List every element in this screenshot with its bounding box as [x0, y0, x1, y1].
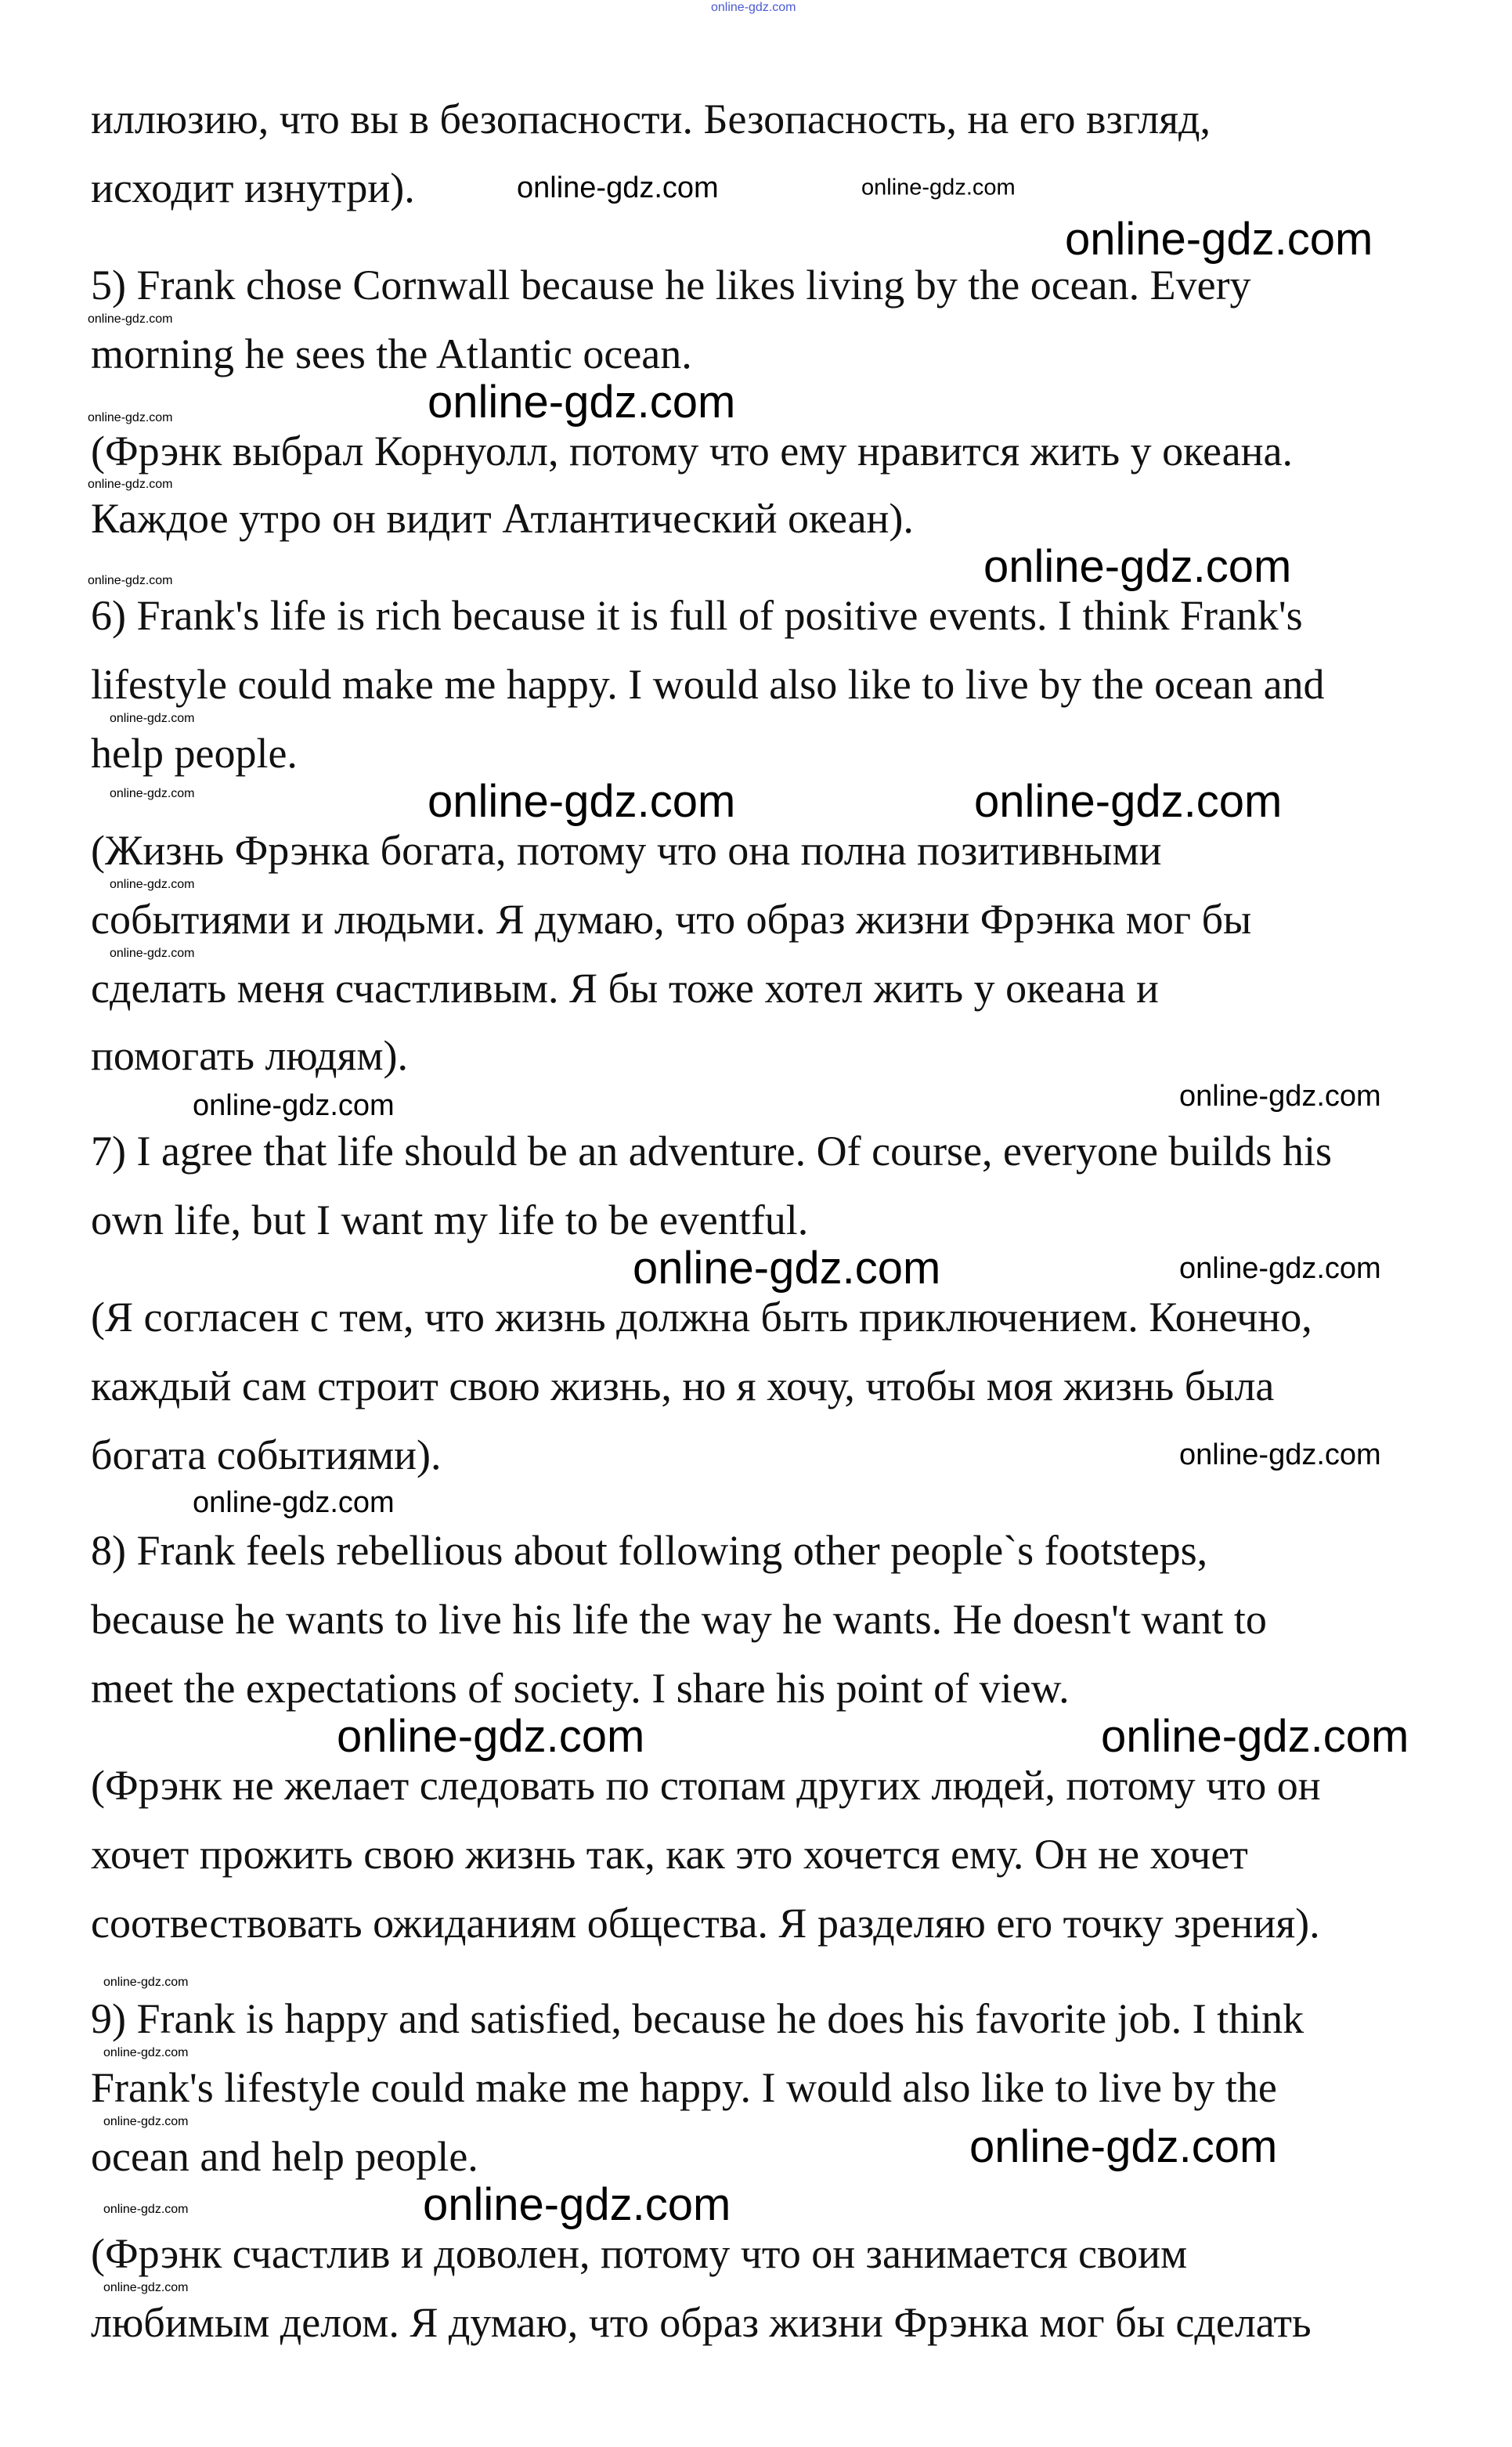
text-line: (Жизнь Фрэнка богата, потому что она полна позитивными [91, 827, 1162, 874]
watermark: online-gdz.com [423, 2179, 731, 2230]
text-line: ocean and help people. [91, 2133, 478, 2180]
text-line: morning he sees the Atlantic ocean. [91, 330, 692, 377]
watermark: online-gdz.com [193, 1486, 395, 1519]
watermark: online-gdz.com [969, 2121, 1278, 2172]
watermark: online-gdz.com [1065, 214, 1373, 265]
watermark: online-gdz.com [428, 377, 736, 428]
watermark: online-gdz.com [88, 478, 173, 491]
watermark: online-gdz.com [1101, 1711, 1409, 1762]
watermark: online-gdz.com [103, 2115, 189, 2128]
text-line: событиями и людьми. Я думаю, что образ жизни Фрэнка мог бы [91, 896, 1252, 943]
watermark: online-gdz.com [103, 2281, 189, 2294]
text-line: Каждое утро он видит Атлантический океан). [91, 495, 914, 542]
watermark: online-gdz.com [974, 776, 1283, 827]
text-line: иллюзию, что вы в безопасности. Безопасность, на его взгляд, [91, 96, 1211, 143]
watermark: online-gdz.com [110, 712, 195, 725]
text-line: (Я согласен с тем, что жизнь должна быть приключением. Конечно, [91, 1294, 1312, 1341]
text-line: помогать людям). [91, 1032, 408, 1079]
watermark: online-gdz.com [110, 878, 195, 891]
watermark: online-gdz.com [88, 312, 173, 326]
watermark: online-gdz.com [88, 411, 173, 424]
watermark: online-gdz.com [428, 776, 736, 827]
text-line: meet the expectations of society. I share his point of view. [91, 1665, 1070, 1712]
text-line: 5) Frank chose Cornwall because he likes living by the ocean. Every [91, 262, 1251, 309]
text-line: lifestyle could make me happy. I would also like to live by the ocean and [91, 661, 1325, 708]
text-line: because he wants to live his life the way he wants. He doesn't want to [91, 1596, 1267, 1643]
text-line: сделать меня счастливым. Я бы тоже хотел жить у океана и [91, 965, 1159, 1012]
text-line: Frank's lifestyle could make me happy. I would also like to live by the [91, 2064, 1277, 2111]
watermark: online-gdz.com [1179, 1438, 1381, 1471]
text-line: исходит изнутри). [91, 164, 415, 211]
text-line: help people. [91, 730, 298, 777]
text-line: каждый сам строит свою жизнь, но я хочу, чтобы моя жизнь была [91, 1362, 1275, 1409]
text-line: (Фрэнк счастлив и доволен, потому что он занимается своим [91, 2230, 1188, 2277]
text-line: 9) Frank is happy and satisfied, because he does his favorite job. I think [91, 1995, 1305, 2042]
watermark: online-gdz.com [103, 2203, 189, 2216]
watermark: online-gdz.com [1179, 1080, 1381, 1113]
watermark: online-gdz.com [861, 175, 1016, 200]
watermark: online-gdz.com [1179, 1252, 1381, 1285]
text-line: (Фрэнк выбрал Корнуолл, потому что ему нравится жить у океана. [91, 428, 1294, 475]
text-line: 8) Frank feels rebellious about following other people`s footsteps, [91, 1527, 1208, 1574]
text-line: own life, but I want my life to be eventful. [91, 1196, 809, 1243]
watermark: online-gdz.com [633, 1243, 941, 1294]
watermark: online-gdz.com [110, 787, 195, 800]
text-line: (Фрэнк не желает следовать по стопам других людей, потому что он [91, 1762, 1321, 1809]
watermark: online-gdz.com [711, 1, 796, 14]
watermark: online-gdz.com [193, 1089, 395, 1122]
text-line: 7) I agree that life should be an adventure. Of course, everyone builds his [91, 1128, 1332, 1175]
watermark: online-gdz.com [103, 2046, 189, 2059]
text-line: любимым делом. Я думаю, что образ жизни Фрэнка мог бы сделать [91, 2299, 1312, 2346]
text-line: 6) Frank's life is rich because it is full of positive events. I think Frank's [91, 592, 1303, 639]
watermark: online-gdz.com [983, 541, 1292, 592]
watermark: online-gdz.com [337, 1711, 645, 1762]
watermark: online-gdz.com [88, 574, 173, 587]
text-line: богата событиями). [91, 1431, 442, 1478]
watermark: online-gdz.com [110, 947, 195, 960]
watermark: online-gdz.com [103, 1976, 189, 1989]
text-line: соотвествовать ожиданиям общества. Я разделяю его точку зрения). [91, 1900, 1320, 1947]
text-line: хочет прожить свою жизнь так, как это хочется ему. Он не хочет [91, 1831, 1248, 1878]
watermark: online-gdz.com [517, 171, 719, 204]
